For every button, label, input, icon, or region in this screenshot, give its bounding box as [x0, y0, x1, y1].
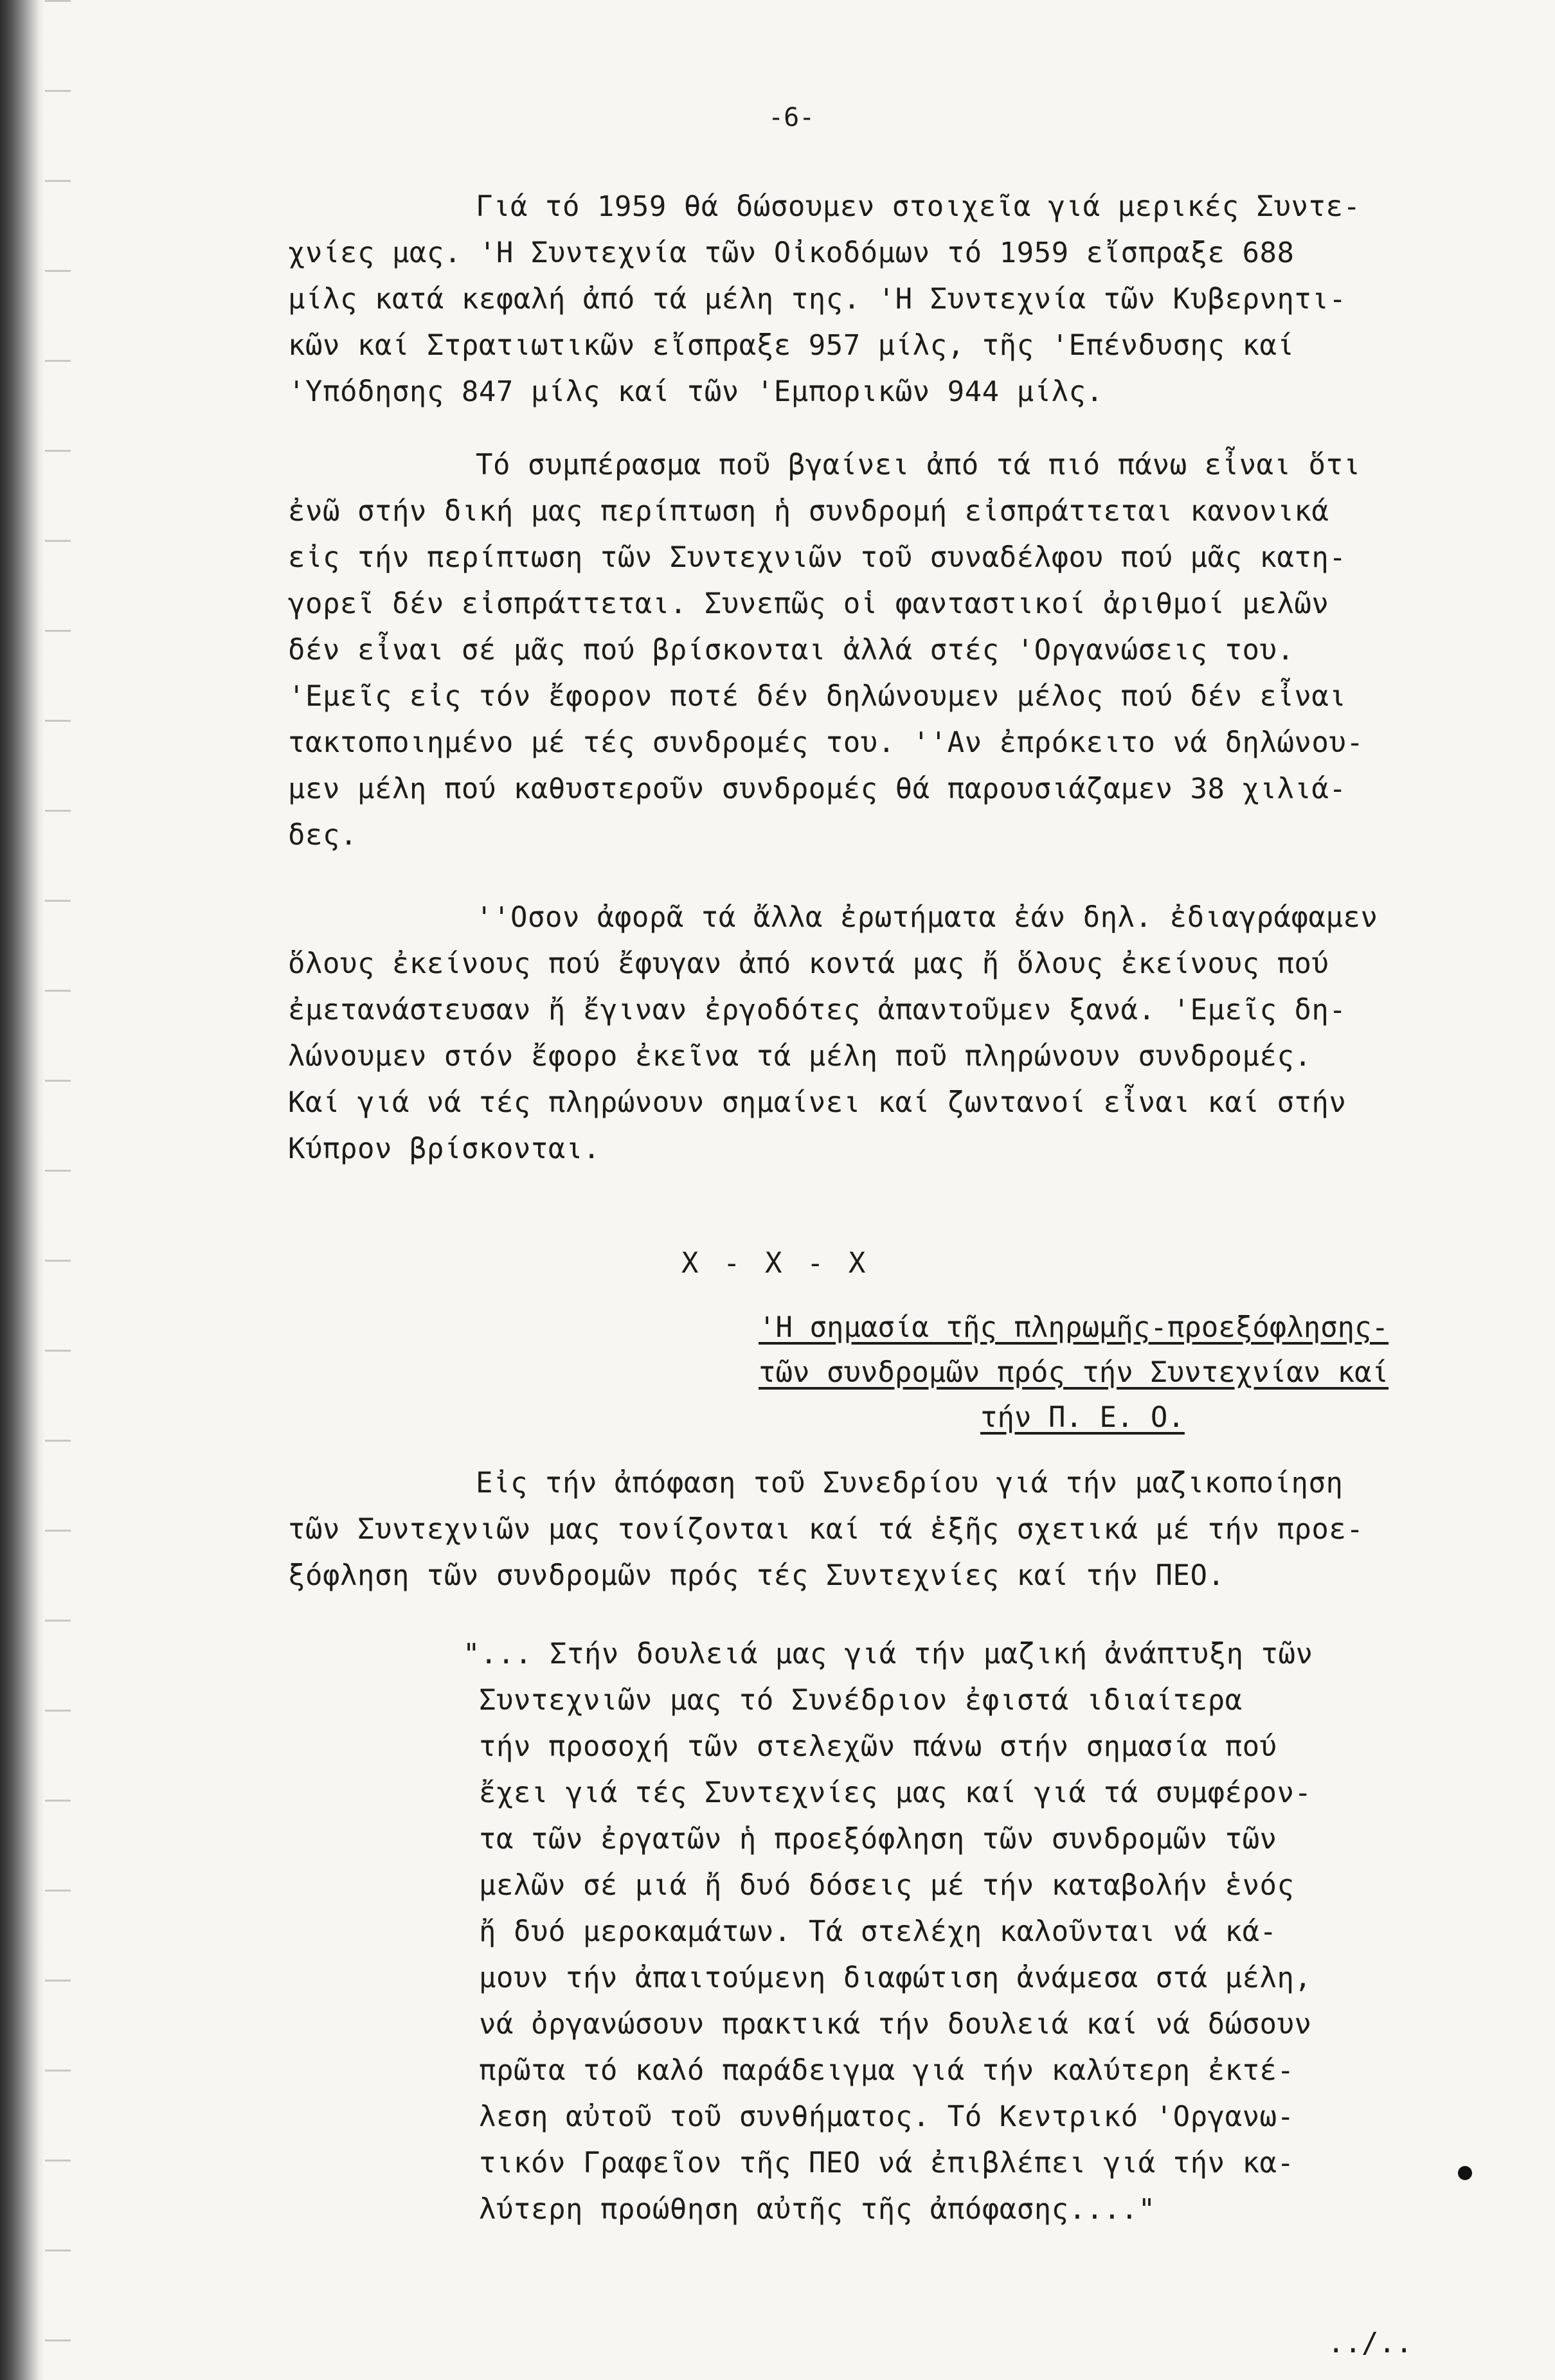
text-line: Εἰς τήν ἀπόφαση τοῦ Συνεδρίου γιά τήν μαζικοποίηση: [476, 1467, 1344, 1499]
heading-line: τήν Π. Ε. Ο.: [980, 1401, 1185, 1434]
text-line: ἔχει γιά τές Συντεχνίες μας καί γιά τά συμφέρον-: [479, 1776, 1312, 1809]
text-line: ''Οσον ἀφορᾶ τά ἄλλα ἐρωτήματα ἐάν δηλ. ἐδιαγράφαμεν: [476, 901, 1378, 934]
text-line: τικόν Γραφεῖον τῆς ΠΕΟ νά ἐπιβλέπει γιά τήν κα-: [479, 2147, 1295, 2179]
text-line: Τό συμπέρασμα ποῦ βγαίνει ἀπό τά πιό πάνω εἶναι ὅτι: [476, 449, 1361, 481]
text-line: 'Υπόδησης 847 μίλς καί τῶν 'Εμπορικῶν 944 μίλς.: [288, 375, 1104, 408]
text-line: Συντεχνιῶν μας τό Συνέδριον ἐφιστά ιδιαίτερα: [479, 1684, 1243, 1717]
text-line: μελῶν σέ μιά ἤ δυό δόσεις μέ τήν καταβολήν ἑνός: [479, 1869, 1295, 1902]
text-line: μεν μέλη πού καθυστεροῦν συνδρομές θά παρουσιάζαμεν 38 χιλιά-: [288, 773, 1347, 805]
text-line: μουν τήν ἀπαιτούμενη διαφώτιση ἀνάμεσα στά μέλη,: [479, 1962, 1312, 1994]
text-line: τῶν Συντεχνιῶν μας τονίζονται καί τά ἑξῆς σχετικά μέ τήν προε-: [288, 1513, 1364, 1546]
text-line: κῶν καί Στρατιωτικῶν εἴσπραξε 957 μίλς, τῆς 'Επένδυσης καί: [288, 329, 1295, 362]
text-line: τακτοποιημένο μέ τές συνδρομές του. ''Αν ἐπρόκειτο νά δηλώνου-: [288, 726, 1364, 759]
text-line: δέν εἶναι σέ μᾶς πού βρίσκονται ἀλλά στές 'Οργανώσεις του.: [288, 634, 1295, 667]
text-line: λύτερη προώθηση αὐτῆς τῆς ἀπόφασης....": [479, 2193, 1156, 2226]
text-line: 'Εμεῖς εἰς τόν ἔφορον ποτέ δέν δηλώνουμεν μέλος πού δέν εἶναι: [288, 680, 1347, 713]
text-line: ἐμετανάστευσαν ἤ ἔγιναν ἐργοδότες ἀπαντοῦμεν ξανά. 'Εμεῖς δη-: [288, 994, 1347, 1026]
text-line: "... Στήν δουλειά μας γιά τήν μαζική ἀνάπτυξη τῶν: [463, 1638, 1313, 1670]
text-line: χνίες μας. 'Η Συντεχνία τῶν Οἰκοδόμων τό 1959 εἴσπραξε 688: [288, 237, 1295, 269]
text-line: ἐνῶ στήν δική μας περίπτωση ἡ συνδρομή εἰσπράττεται κανονικά: [288, 495, 1329, 528]
text-line: Καί γιά νά τές πληρώνουν σημαίνει καί ζωντανοί εἶναι καί στήν: [288, 1086, 1347, 1119]
text-line: εἰς τήν περίπτωση τῶν Συντεχνιῶν τοῦ συναδέλφου πού μᾶς κατη-: [288, 541, 1347, 574]
text-line: νά ὀργανώσουν πρακτικά τήν δουλειά καί νά δώσουν: [479, 2008, 1312, 2041]
page-number: -6-: [768, 103, 815, 132]
text-line: γορεῖ δέν εἰσπράττεται. Συνεπῶς οἱ φανταστικοί ἀριθμοί μελῶν: [288, 587, 1329, 620]
text-line: Γιά τό 1959 θά δώσουμεν στοιχεῖα γιά μερικές Συντε-: [476, 190, 1361, 223]
text-line: μίλς κατά κεφαλή ἀπό τά μέλη της. 'Η Συντεχνία τῶν Κυβερνητι-: [288, 283, 1347, 316]
continuation-mark: ../..: [1327, 2327, 1413, 2359]
ink-spot: [1458, 2166, 1472, 2180]
text-line: πρῶτα τό καλό παράδειγμα γιά τήν καλύτερη ἐκτέ-: [479, 2054, 1295, 2087]
section-separator: Χ - Χ - Χ: [681, 1247, 870, 1280]
text-line: Κύπρον βρίσκονται.: [288, 1132, 600, 1165]
text-line: τα τῶν ἐργατῶν ἡ προεξόφληση τῶν συνδρομῶν τῶν: [479, 1823, 1277, 1856]
scan-edge-marks: [45, 0, 71, 2380]
heading-line: τῶν συνδρομῶν πρός τήν Συντεχνίαν καί: [759, 1356, 1389, 1389]
text-line: λώνουμεν στόν ἔφορο ἐκεῖνα τά μέλη ποῦ πληρώνουν συνδρομές.: [288, 1040, 1312, 1073]
text-line: λεση αὐτοῦ τοῦ συνθήματος. Τό Κεντρικό 'Οργανω-: [479, 2100, 1295, 2133]
text-line: ὅλους ἐκείνους πού ἔφυγαν ἀπό κοντά μας ἤ ὅλους ἐκείνους πού: [288, 947, 1329, 980]
heading-line: 'Η σημασία τῆς πληρωμῆς-προεξόφλησης-: [759, 1311, 1389, 1344]
scan-edge-shadow: [0, 0, 45, 2380]
text-line: ξόφληση τῶν συνδρομῶν πρός τές Συντεχνίες καί τήν ΠΕΟ.: [288, 1559, 1225, 1592]
text-line: τήν προσοχή τῶν στελεχῶν πάνω στήν σημασία πού: [479, 1730, 1277, 1763]
text-line: ἤ δυό μεροκαμάτων. Τά στελέχη καλοῦνται νά κά-: [479, 1915, 1277, 1948]
text-line: δες.: [288, 819, 357, 852]
